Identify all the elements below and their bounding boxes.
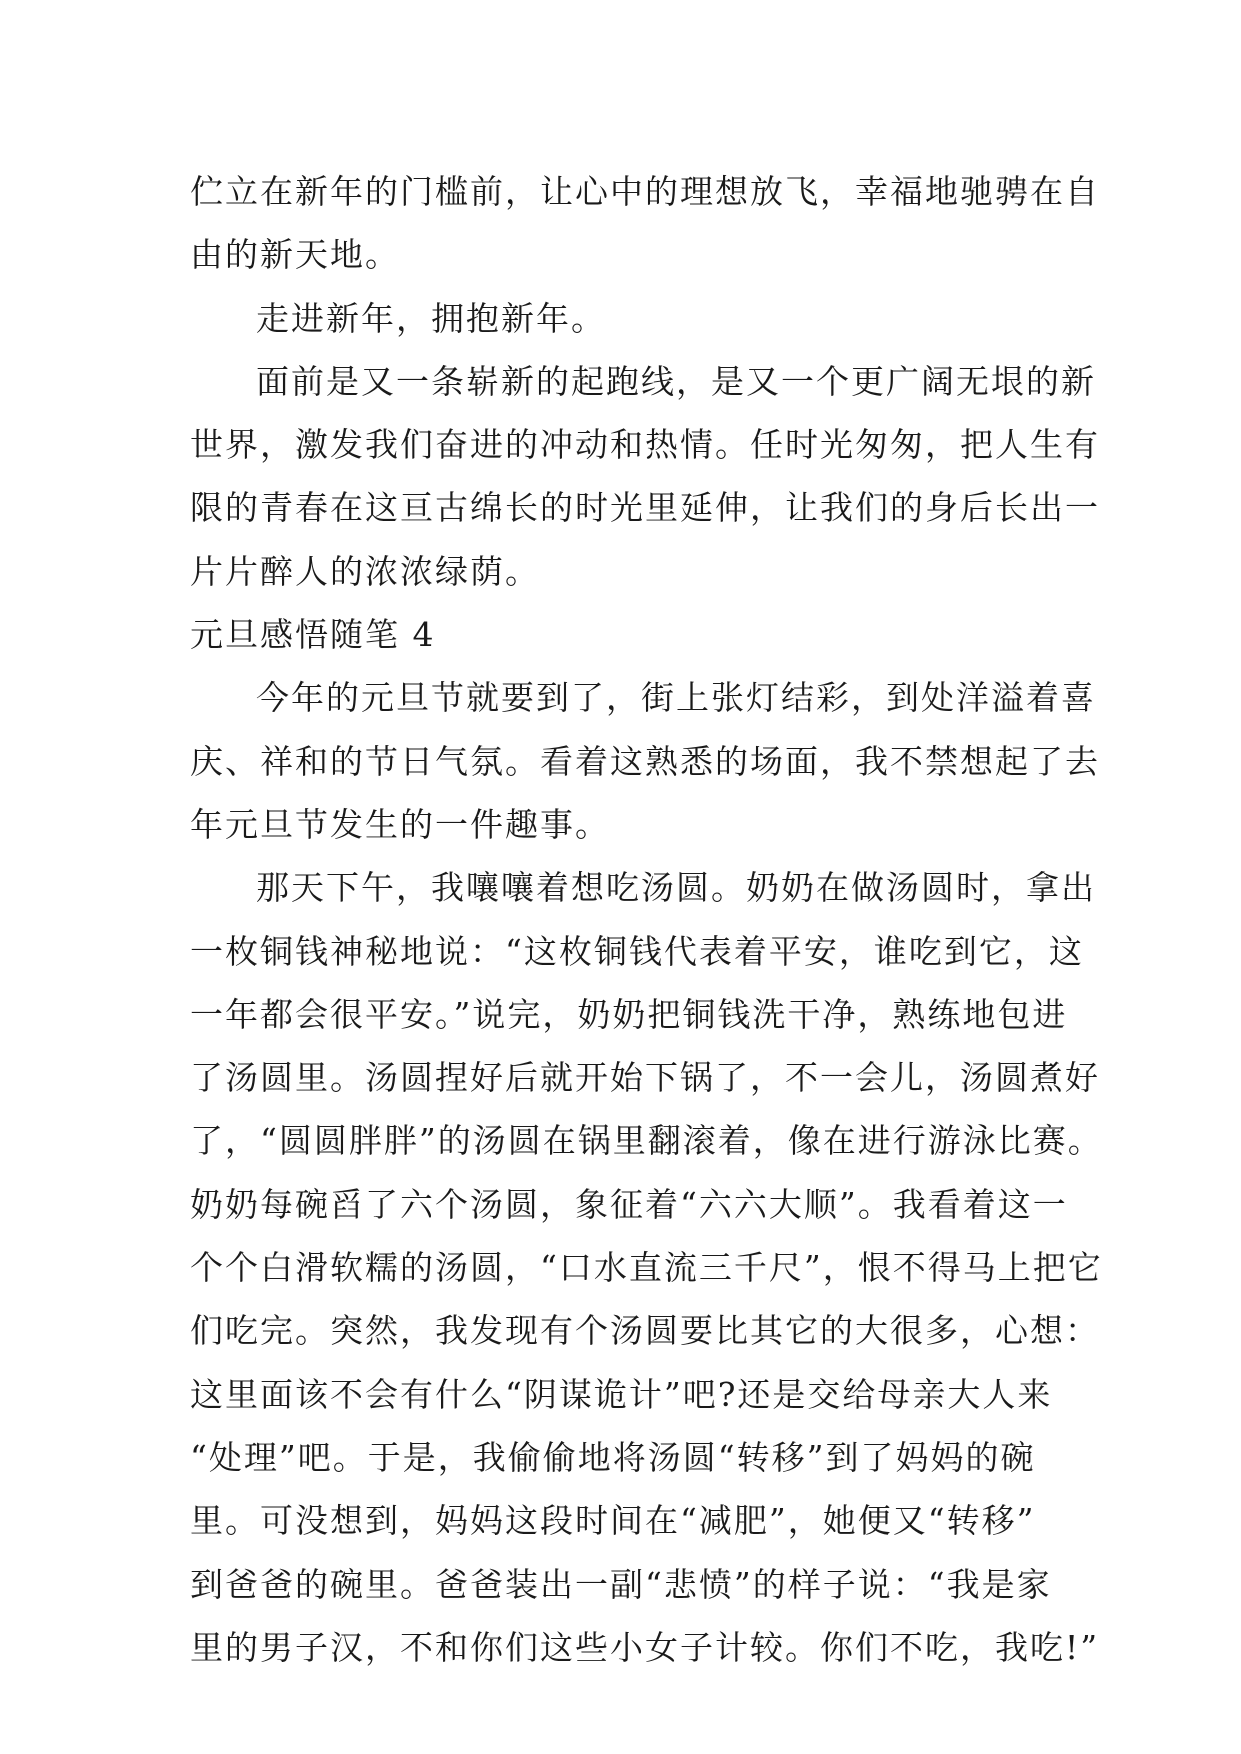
text-line: 这里面该不会有什么“阴谋诡计”吧?还是交给母亲大人来 (190, 1374, 1053, 1414)
text-line: 一枚铜钱神秘地说：“这枚铜钱代表着平安，谁吃到它，这 (190, 931, 1084, 971)
text-line: 由的新天地。 (190, 235, 400, 275)
text-line: 到爸爸的碗里。爸爸装出一副“悲愤”的样子说：“我是家 (190, 1564, 1052, 1604)
text-line: 限的青春在这亘古绵长的时光里延伸，让我们的身后长出一 (190, 488, 1100, 528)
text-line: 走进新年，拥抱新年。 (256, 298, 606, 338)
text-line: 奶奶每碗舀了六个汤圆，象征着“六六大顺”。我看着这一 (190, 1184, 1068, 1224)
text-line: 今年的元旦节就要到了，街上张灯结彩，到处洋溢着喜 (256, 678, 1096, 718)
text-line: 庆、祥和的节日气氛。看着这熟悉的场面，我不禁想起了去 (190, 741, 1100, 781)
text-line: 个个白滑软糯的汤圆，“口水直流三千尺”，恨不得马上把它 (190, 1248, 1103, 1288)
text-line: 了，“圆圆胖胖”的汤圆在锅里翻滚着，像在进行游泳比赛。 (190, 1121, 1103, 1161)
text-line: 里。可没想到，妈妈这段时间在“减肥”，她便又“转移” (190, 1501, 1036, 1541)
text-line: 里的男子汉，不和你们这些小女子计较。你们不吃，我吃!” (190, 1627, 1100, 1667)
text-line: 元旦感悟随笔 4 (190, 615, 436, 655)
text-line: 伫立在新年的门槛前，让心中的理想放飞，幸福地驰骋在自 (190, 172, 1100, 211)
text-line: 世界，激发我们奋进的冲动和热情。任时光匆匆，把人生有 (190, 425, 1100, 465)
text-line: 一年都会很平安。”说完，奶奶把铜钱洗干净，熟练地包进 (190, 994, 1068, 1034)
text-line: “处理”吧。于是，我偷偷地将汤圆“转移”到了妈妈的碗 (190, 1437, 1036, 1477)
text-line: 面前是又一条崭新的起跑线，是又一个更广阔无垠的新 (256, 361, 1096, 401)
text-line: 那天下午，我嚷嚷着想吃汤圆。奶奶在做汤圆时，拿出 (256, 868, 1096, 908)
text-line: 年元旦节发生的一件趣事。 (190, 804, 610, 844)
document-body (190, 160, 1103, 1679)
text-line: 们吃完。突然，我发现有个汤圆要比其它的大很多，心想： (190, 1311, 1100, 1351)
text-line: 片片醉人的浓浓绿荫。 (190, 551, 540, 591)
text-line: 了汤圆里。汤圆捏好后就开始下锅了，不一会儿，汤圆煮好 (190, 1058, 1100, 1098)
